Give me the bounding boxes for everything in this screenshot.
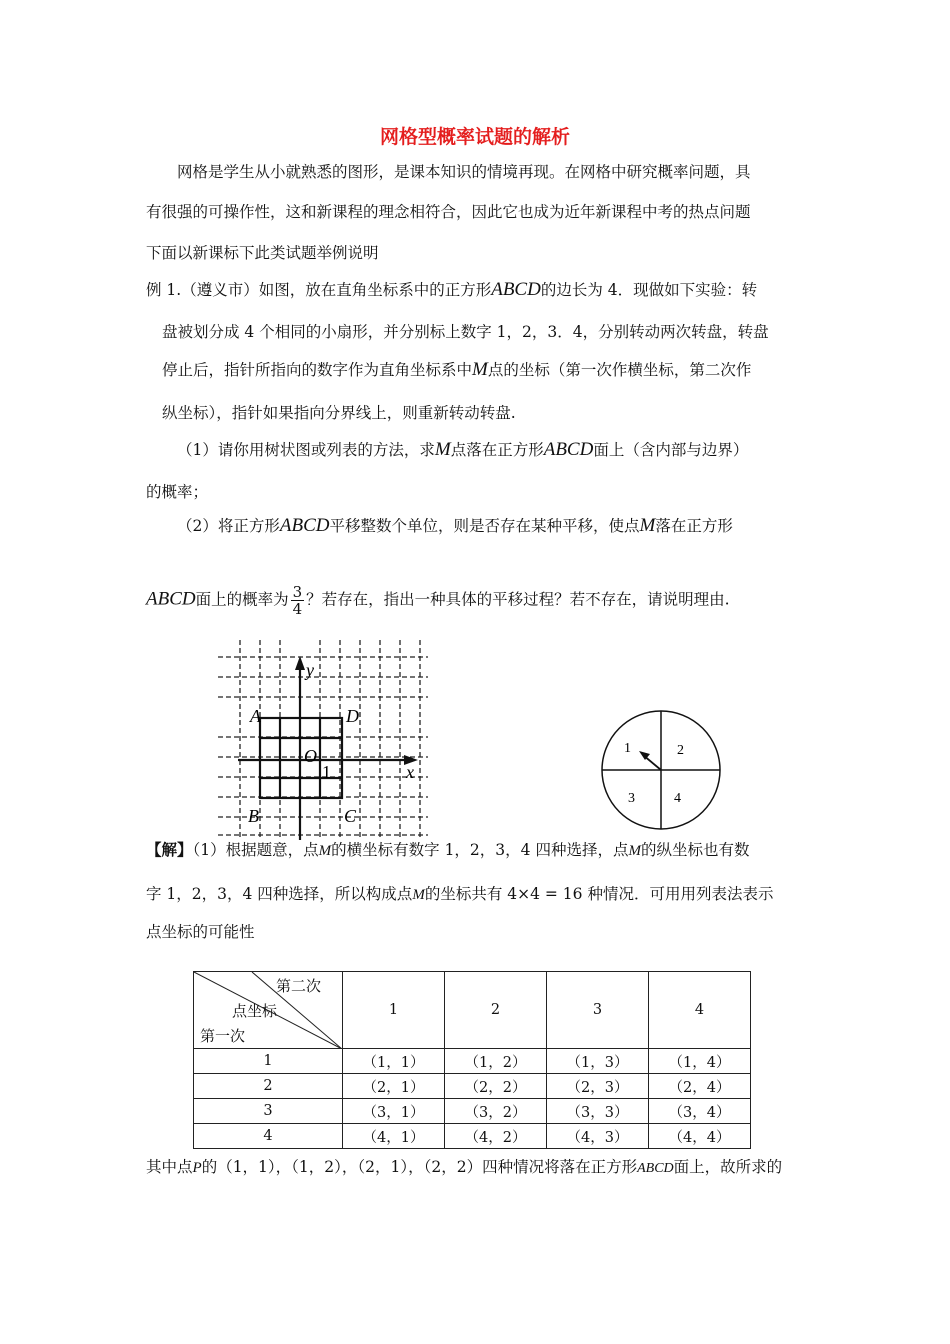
row-header: 4 [194, 1124, 343, 1149]
question-2-line-2: ABCD面上的概率为 $\frac{3}{4}$ ？若存在，指出一种具体的平移过程？若不存在，请说明理由. [146, 583, 730, 618]
spinner-sector-1: 1 [624, 741, 631, 756]
table-row [194, 1099, 751, 1124]
solution-tag: 【解】 [146, 840, 193, 859]
table-cell: （3，2） [445, 1099, 547, 1124]
row-header: 3 [194, 1099, 343, 1124]
question-1-line-2: 的概率； [146, 483, 209, 501]
table-header-row [194, 972, 751, 1049]
corner-mid-label: 点坐标 [232, 1002, 278, 1020]
solution-line-3: 点坐标的可能性 [146, 923, 255, 941]
document-title: 网格型概率试题的解析 [379, 126, 570, 148]
solution-final-line: 其中点P的（1，1），（1，2），（2，1），（2，2）四种情况将落在正方形ABCD面上，故所求的 [146, 1158, 783, 1176]
table-cell: （4，3） [547, 1124, 649, 1149]
example-line-1: 例 1.（遵义市）如图，放在直角坐标系中的正方形ABCD的边长为 4．现做如下实验：转 [146, 279, 758, 300]
question-2-line-1: （2）将正方形ABCD平移整数个单位，则是否存在某种平移，使点M落在正方形 [177, 515, 733, 536]
symbol-abcd: ABCD [491, 279, 541, 300]
label-b: B [248, 806, 259, 826]
table-cell: （3，1） [343, 1099, 445, 1124]
intro-line-1: 网格是学生从小就熟悉的图形，是课本知识的情境再现。在网格中研究概率问题，具 [177, 163, 751, 181]
table-row [194, 1124, 751, 1149]
outcome-table [193, 971, 751, 1149]
column-header: 3 [547, 972, 649, 1049]
question-1-line-1: （1）请你用树状图或列表的方法，求M点落在正方形ABCD面上（含内部与边界） [177, 439, 749, 460]
table-cell: （2，1） [343, 1074, 445, 1099]
spinner-sector-3: 3 [628, 791, 635, 806]
corner-top-label: 第二次 [276, 977, 322, 995]
table-cell: （4，1） [343, 1124, 445, 1149]
column-header: 4 [649, 972, 751, 1049]
column-header: 1 [343, 972, 445, 1049]
label-x: x [406, 762, 414, 782]
solution-line-2: 字 1，2，3，4 四种选择，所以构成点M的坐标共有 4×4 = 16 种情况．可用用列表法表示 [146, 885, 774, 903]
symbol-m: M [472, 359, 488, 380]
table-cell: （1，4） [649, 1049, 751, 1074]
intro-line-3: 下面以新课标下此类试题举例说明 [146, 244, 379, 262]
table-cell: （1，2） [445, 1049, 547, 1074]
label-d: D [346, 706, 359, 726]
corner-bottom-label: 第一次 [200, 1027, 246, 1045]
fraction-three-quarters: $\frac{3}{4}$ [292, 583, 303, 618]
table-cell: （2，2） [445, 1074, 547, 1099]
label-o: O [304, 746, 317, 766]
table-cell: （1，3） [547, 1049, 649, 1074]
example-line-3: 停止后，指针所指向的数字作为直角坐标系中M点的坐标（第一次作横坐标，第二次作 [162, 359, 752, 380]
table-corner-cell [194, 972, 343, 1049]
table-cell: （4，2） [445, 1124, 547, 1149]
example-line-2: 盘被划分成 4 个相同的小扇形，并分别标上数字 1，2，3．4，分别转动两次转盘，转盘 [162, 323, 769, 341]
table-row [194, 1074, 751, 1099]
spinner-figure [598, 707, 724, 833]
table-cell: （1，1） [343, 1049, 445, 1074]
table-row [194, 1049, 751, 1074]
axes [238, 662, 411, 840]
label-1: 1 [322, 762, 331, 782]
row-header: 1 [194, 1049, 343, 1074]
y-axis-arrow-icon [295, 656, 305, 670]
table-cell: （3，4） [649, 1099, 751, 1124]
table-cell: （2，4） [649, 1074, 751, 1099]
table-cell: （2，3） [547, 1074, 649, 1099]
label-y: y [306, 660, 314, 680]
coordinate-grid-figure [218, 640, 433, 840]
row-header: 2 [194, 1074, 343, 1099]
label-a: A [250, 706, 261, 726]
spinner-sector-4: 4 [674, 791, 681, 806]
spinner-sector-2: 2 [677, 743, 684, 758]
column-header: 2 [445, 972, 547, 1049]
table-cell: （3，3） [547, 1099, 649, 1124]
example-line-4: 纵坐标），指针如果指向分界线上，则重新转动转盘. [162, 404, 516, 422]
label-c: C [344, 806, 357, 826]
table-cell: （4，4） [649, 1124, 751, 1149]
solution-line-1: 【解】（1）根据题意，点M的横坐标有数字 1，2，3，4 四种选择，点M的纵坐标也有数 [146, 840, 750, 859]
intro-line-2: 有很强的可操作性，这和新课程的理念相符合，因此它也成为近年新课程中考的热点问题 [146, 203, 751, 221]
